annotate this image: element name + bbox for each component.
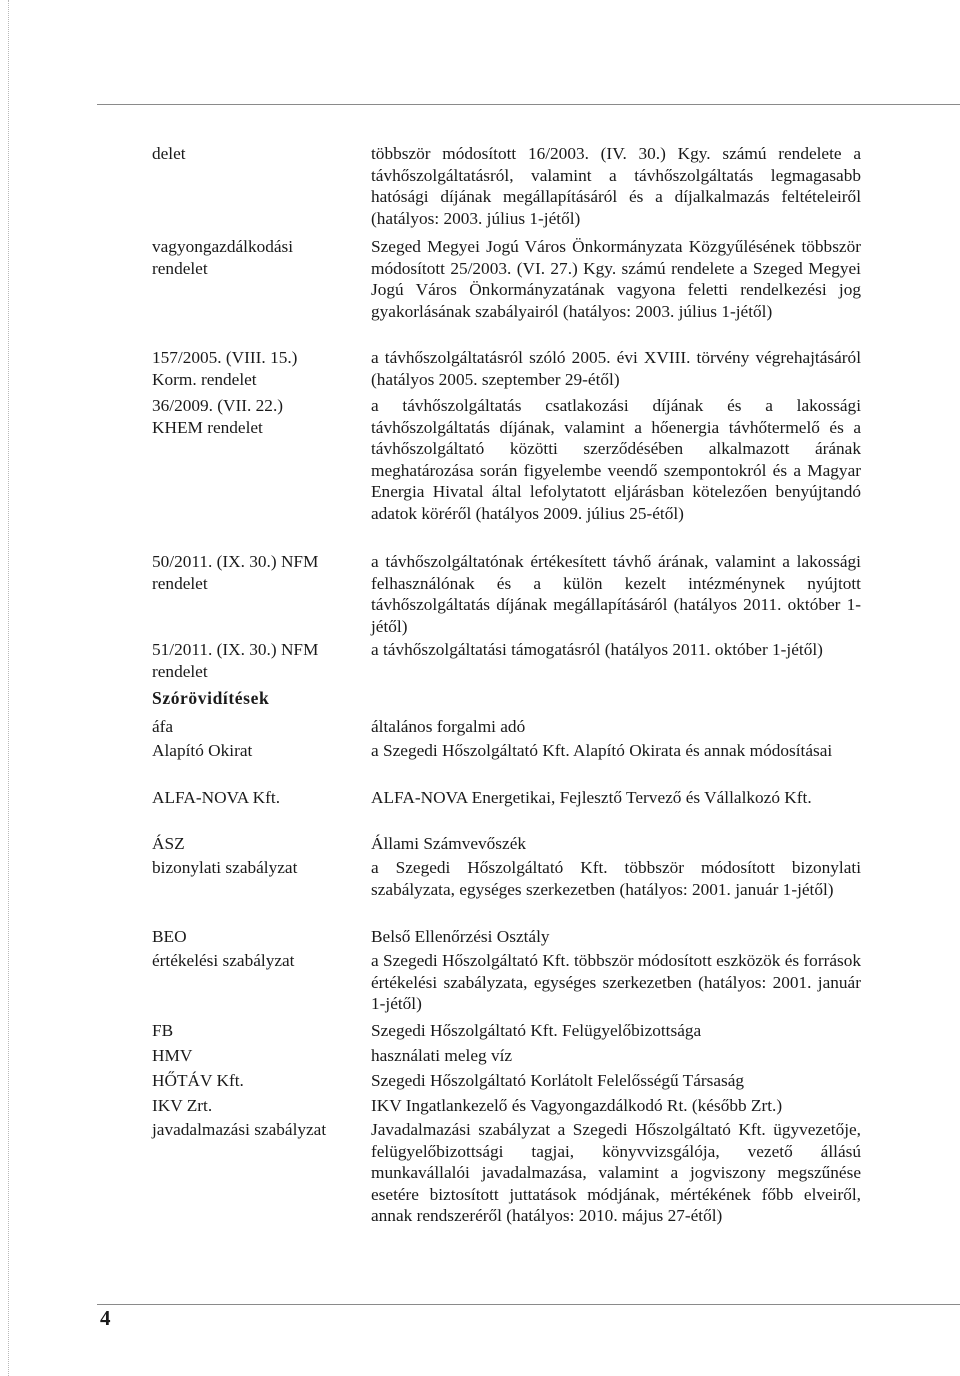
entry-definition: a távhőszolgáltatás csatlakozási díjának és a lakossági távhőszolgáltatás díjának, valamint a hőenergia távhőtermelő és a távhőszolgáltató közötti szerződésében alkalmazott árának meghatározása során figyelembe veendő szempontokról és a Magyar Energia Hivatal által lefolytatott eljárásban kötelezően benyújtandó adatok köréről (hatályos 2009. július 25-étől) (371, 396, 861, 523)
entry-term: IKV Zrt. (152, 1096, 213, 1115)
entry-term: ÁSZ (152, 834, 185, 853)
page-number: 4 (100, 1306, 111, 1330)
footer-rule (97, 1304, 960, 1305)
entry-definition: általános forgalmi adó (371, 717, 526, 736)
entry-definition: Belső Ellenőrzési Osztály (371, 927, 550, 946)
entry-definition: ALFA-NOVA Energetikai, Fejlesztő Tervező és Vállalkozó Kft. (371, 788, 812, 807)
section-heading: Szórövidítések (152, 688, 270, 708)
entry-term: Alapító Okirat (152, 741, 253, 760)
entry-definition: Javadalmazási szabályzat a Szegedi Hőszolgáltató Kft. ügyvezetője, felügyelőbizottsági tagjai, könyvvizsgálója, vezető állású munkavállalói javadalmazása, valamint a jogviszony megszűnése esetére biztosított juttatások módjának, mértékének főbb elveiről, annak rendszeréről (hatályos: 2010. május 27-étől) (371, 1120, 861, 1225)
entry-term: javadalmazási szabályzat (152, 1120, 327, 1139)
entry-definition: a Szegedi Hőszolgáltató Kft. többször módosított bizonylati szabályzata, egységes szerkezetben (hatályos: 2001. január 1-jétől) (371, 858, 861, 899)
entry-term: delet (152, 144, 186, 163)
entry-term: FB (152, 1021, 174, 1040)
entry-definition: a Szegedi Hőszolgáltató Kft. Alapító Okirata és annak módosításai (371, 741, 833, 760)
entry-definition: többször módosított 16/2003. (IV. 30.) Kgy. számú rendelete a távhőszolgáltatásról, valamint a távhőszolgáltatás legmagasabb hatósági díjának megállapításáról és a díjalkalmazás feltételeiről (hatályos: 2003. július 1-jétől) (371, 144, 861, 228)
entry-term: 51/2011. (IX. 30.) NFM rendelet (152, 640, 319, 681)
entry-term: 50/2011. (IX. 30.) NFM rendelet (152, 552, 319, 593)
entry-term: 36/2009. (VII. 22.) KHEM rendelet (152, 396, 284, 437)
entry-definition: Szeged Megyei Jogú Város Önkormányzata Közgyűlésének többször módosított 25/2003. (VI. 27.) Kgy. számú rendelete a Szeged Megyei Jogú Város Önkormányzatának vagyona feletti rendelkezési jog gyakorlásának szabályairól (hatályos: 2003. július 1-jétől) (371, 237, 861, 321)
entry-term: áfa (152, 717, 174, 736)
entry-term: HŐTÁV Kft. (152, 1071, 244, 1090)
entry-term: 157/2005. (VIII. 15.) Korm. rendelet (152, 348, 298, 389)
entry-definition: Szegedi Hőszolgáltató Kft. Felügyelőbizottsága (371, 1021, 702, 1040)
entry-term: értékelési szabályzat (152, 951, 295, 970)
entry-definition: a távhőszolgáltatásról szóló 2005. évi XVIII. törvény végrehajtásáról (hatályos 2005. szeptember 29-étől) (371, 348, 861, 389)
entry-definition: Állami Számvevőszék (371, 834, 527, 853)
entry-term: BEO (152, 927, 187, 946)
entry-term: vagyongazdálkodási rendelet (152, 237, 294, 278)
entry-definition: Szegedi Hőszolgáltató Korlátolt Felelősségű Társaság (371, 1071, 745, 1090)
entry-term: bizonylati szabályzat (152, 858, 298, 877)
entry-definition: IKV Ingatlankezelő és Vagyongazdálkodó Rt. (később Zrt.) (371, 1096, 783, 1115)
entry-term: HMV (152, 1046, 193, 1065)
entry-term: ALFA-NOVA Kft. (152, 788, 281, 807)
entry-definition: használati meleg víz (371, 1046, 513, 1065)
entry-definition: a távhőszolgáltatási támogatásról (hatályos 2011. október 1-jétől) (371, 640, 823, 659)
entry-definition: a Szegedi Hőszolgáltató Kft. többször módosított eszközök és források értékelési szabályzata, egységes szerkezetben (hatályos: 2001. január 1-jétől) (371, 951, 862, 1013)
entry-definition: a távhőszolgáltatónak értékesített távhő árának, valamint a lakossági felhasználónak és a külön kezelt intézménynek nyújtott távhőszolgáltatás díjának megállapításáról (hatályos 2011. október 1-jétől) (371, 552, 861, 636)
